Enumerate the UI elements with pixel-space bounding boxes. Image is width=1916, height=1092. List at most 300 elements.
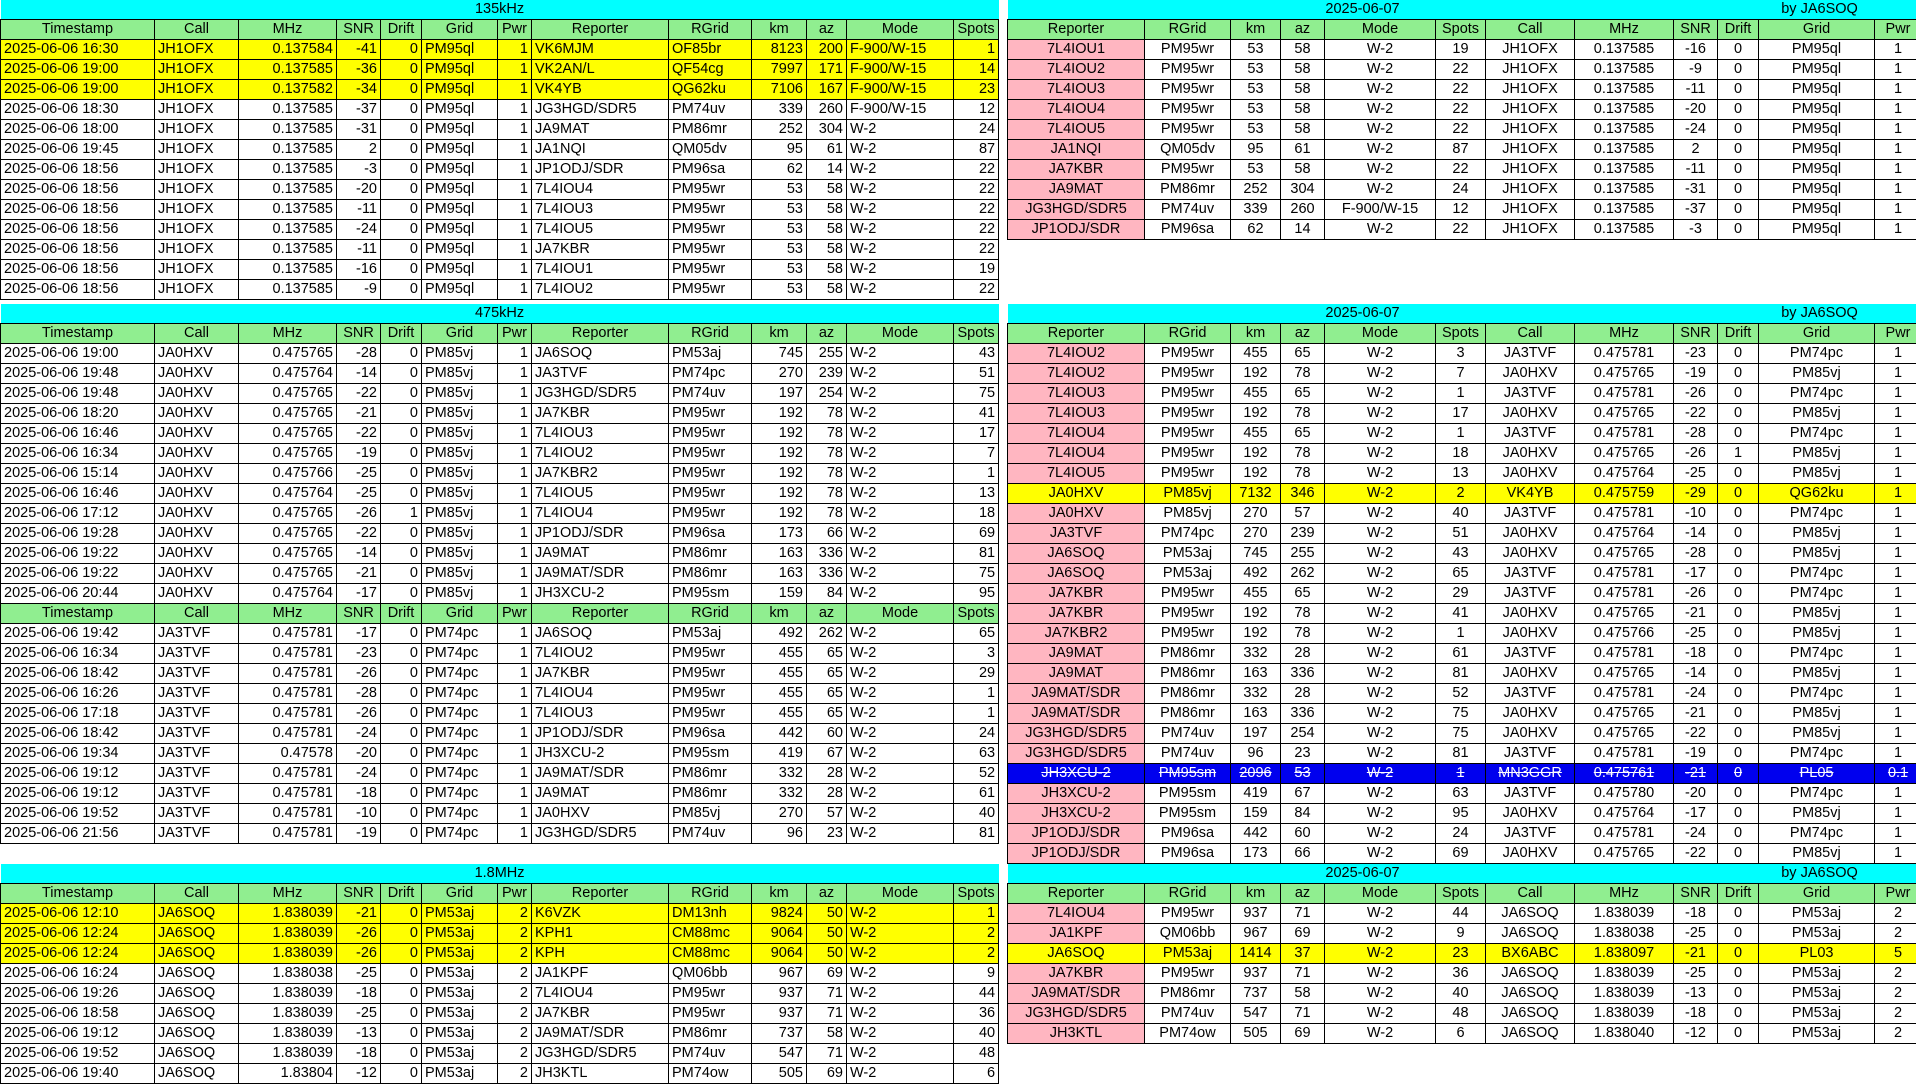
table-cell: 0 — [1718, 744, 1759, 764]
table-cell: 75 — [1436, 724, 1486, 744]
table-cell: 1 — [498, 824, 532, 844]
table-cell: 0.475781 — [239, 624, 337, 644]
table-cell: 53 — [752, 220, 807, 240]
table-cell: 53 — [1231, 80, 1281, 100]
table-cell: 937 — [1231, 904, 1281, 924]
table-cell: 239 — [1281, 524, 1325, 544]
table-cell: 0 — [1718, 100, 1759, 120]
table-cell: PM95sm — [1145, 784, 1231, 804]
table-cell: JP1ODJ/SDR — [532, 160, 669, 180]
table-cell: 24 — [1436, 824, 1486, 844]
table-cell: 1.838097 — [1575, 944, 1674, 964]
table-row — [1008, 524, 1916, 544]
table-cell: 455 — [752, 664, 807, 684]
table-cell: JA3TVF — [155, 764, 239, 784]
column-header: Call — [155, 20, 239, 40]
table-row — [1, 784, 999, 804]
table-row — [1, 804, 999, 824]
table-cell: 252 — [752, 120, 807, 140]
table-cell: 339 — [752, 100, 807, 120]
table-cell: 0 — [381, 120, 422, 140]
table-cell: 81 — [954, 544, 999, 564]
table-cell: -21 — [337, 564, 381, 584]
table-cell: JA3TVF — [155, 704, 239, 724]
table-cell: W-2 — [847, 464, 954, 484]
table-cell: 0 — [381, 424, 422, 444]
table-cell: PM85vj — [1759, 404, 1875, 424]
table-cell: JA9MAT — [532, 120, 669, 140]
table-cell: 2 — [1875, 984, 1916, 1004]
table-cell: PM95wr — [1145, 624, 1231, 644]
table-cell: -16 — [337, 260, 381, 280]
table-cell: 53 — [752, 200, 807, 220]
table-cell: JH1OFX — [155, 220, 239, 240]
table-cell: JA0HXV — [155, 344, 239, 364]
table-cell: 1 — [954, 40, 999, 60]
table-row — [1008, 904, 1916, 924]
table-cell: 36 — [1436, 964, 1486, 984]
table-cell: -24 — [1674, 684, 1718, 704]
table-cell: PM74pc — [1759, 564, 1875, 584]
table-cell: -14 — [337, 544, 381, 564]
table-cell: JA0HXV — [155, 464, 239, 484]
table-cell: 22 — [954, 280, 999, 300]
table-cell: JA7KBR2 — [532, 464, 669, 484]
table-cell: 41 — [954, 404, 999, 424]
table-cell: 78 — [1281, 604, 1325, 624]
table-cell: 40 — [954, 804, 999, 824]
table-cell: 0 — [1718, 584, 1759, 604]
table-cell: PM95ql — [422, 180, 498, 200]
table-cell: PM95wr — [669, 984, 752, 1004]
table-cell: -17 — [337, 624, 381, 644]
table-cell: JH1OFX — [155, 140, 239, 160]
table-cell: 2025-06-06 19:12 — [1, 764, 155, 784]
column-header: Drift — [381, 604, 422, 624]
column-header: MHz — [239, 604, 337, 624]
table-cell: PM74uv — [669, 824, 752, 844]
table-cell: 0 — [1718, 964, 1759, 984]
table-cell: W-2 — [847, 180, 954, 200]
column-header: MHz — [1575, 20, 1674, 40]
table-cell: W-2 — [1325, 704, 1436, 724]
table-cell: W-2 — [1325, 484, 1436, 504]
table-cell: 0.475781 — [239, 664, 337, 684]
table-cell: 50 — [807, 904, 847, 924]
table-cell: PM95ql — [1759, 200, 1875, 220]
table-cell: 2025-06-06 19:12 — [1, 784, 155, 804]
table-cell: 336 — [807, 544, 847, 564]
table-cell: 28 — [807, 764, 847, 784]
table-cell: PM95wr — [669, 220, 752, 240]
table-cell: 0 — [381, 1024, 422, 1044]
table-cell: 81 — [954, 824, 999, 844]
table-cell: VK4YB — [532, 80, 669, 100]
table-cell: PM95wr — [1145, 464, 1231, 484]
table-cell: 2025-06-06 15:14 — [1, 464, 155, 484]
table-cell: JA3TVF — [155, 664, 239, 684]
column-header: Drift — [381, 324, 422, 344]
table-cell: W-2 — [847, 424, 954, 444]
table-row — [1008, 424, 1916, 444]
table-cell: 1 — [1875, 484, 1916, 504]
table-cell: -14 — [337, 364, 381, 384]
table-cell: PM95wr — [669, 684, 752, 704]
reporter-cell: 7L4IOU2 — [1008, 364, 1145, 384]
table-cell: 0 — [381, 384, 422, 404]
table-cell: 0 — [1718, 784, 1759, 804]
column-header: Call — [155, 884, 239, 904]
table-cell: 65 — [807, 644, 847, 664]
table-cell: JA3TVF — [155, 684, 239, 704]
table-cell: PM95wr — [669, 704, 752, 724]
table-cell: 442 — [752, 724, 807, 744]
table-cell: W-2 — [847, 804, 954, 824]
table-cell: 23 — [1281, 744, 1325, 764]
reporter-cell: 7L4IOU5 — [1008, 464, 1145, 484]
table-cell: 0 — [1718, 904, 1759, 924]
table-cell: JA6SOQ — [1486, 984, 1575, 1004]
table-cell: 1 — [498, 40, 532, 60]
table-cell: W-2 — [1325, 744, 1436, 764]
table-cell: 270 — [1231, 504, 1281, 524]
table-cell: 53 — [1281, 764, 1325, 784]
table-cell: PM53aj — [422, 904, 498, 924]
table-cell: PM74ow — [1145, 1024, 1231, 1044]
table-cell: PM85vj — [1759, 844, 1875, 864]
table-cell: 262 — [1281, 564, 1325, 584]
reporter-cell: JH3XCU-2 — [1008, 784, 1145, 804]
table-cell: 332 — [752, 784, 807, 804]
table-cell: 71 — [807, 1004, 847, 1024]
table-cell: W-2 — [847, 984, 954, 1004]
table-cell: -12 — [1674, 1024, 1718, 1044]
table-cell: 1 — [498, 624, 532, 644]
table-cell: 1 — [1436, 424, 1486, 444]
table-cell: PM53aj — [1145, 564, 1231, 584]
table-cell: 28 — [1281, 644, 1325, 664]
table-row — [1008, 504, 1916, 524]
table-cell: JA6SOQ — [155, 1024, 239, 1044]
table-cell: 2025-06-06 18:58 — [1, 1004, 155, 1024]
table-cell: 2025-06-06 19:52 — [1, 1044, 155, 1064]
table-cell: PM85vj — [1759, 664, 1875, 684]
table-cell: -18 — [337, 984, 381, 1004]
table-cell: W-2 — [1325, 824, 1436, 844]
table-cell: 58 — [1281, 40, 1325, 60]
reporter-cell: 7L4IOU1 — [1008, 40, 1145, 60]
table-cell: -31 — [1674, 180, 1718, 200]
table-cell: 7L4IOU4 — [532, 984, 669, 1004]
table-cell: 0.475765 — [239, 544, 337, 564]
band-spots-table — [0, 304, 999, 844]
table-cell: 1 — [954, 684, 999, 704]
table-cell: 270 — [752, 364, 807, 384]
table-row — [1, 180, 999, 200]
table-cell: PM74pc — [1145, 524, 1231, 544]
table-cell: 332 — [1231, 684, 1281, 704]
table-cell: JA6SOQ — [155, 904, 239, 924]
table-cell: 1 — [1875, 384, 1916, 404]
table-cell: 0.137585 — [1575, 120, 1674, 140]
reporter-cell: 7L4IOU4 — [1008, 444, 1145, 464]
table-cell: 0 — [1718, 344, 1759, 364]
table-cell: W-2 — [847, 384, 954, 404]
column-header-row — [1, 604, 999, 624]
table-cell: 78 — [1281, 404, 1325, 424]
table-cell: JA9MAT/SDR — [532, 764, 669, 784]
table-cell: PM95ql — [422, 280, 498, 300]
table-row — [1, 644, 999, 664]
table-cell: PM74pc — [1759, 684, 1875, 704]
column-header-row — [1, 324, 999, 344]
table-cell: -20 — [1674, 100, 1718, 120]
table-cell: PM95wr — [669, 484, 752, 504]
reporter-cell: JG3HGD/SDR5 — [1008, 724, 1145, 744]
column-header: km — [1231, 324, 1281, 344]
table-row — [1, 684, 999, 704]
table-cell: 1.838039 — [1575, 984, 1674, 1004]
table-cell: JA3TVF — [1486, 504, 1575, 524]
table-cell: PM95wr — [669, 280, 752, 300]
band-spots-table — [0, 864, 999, 1084]
table-cell: 2025-06-06 16:46 — [1, 484, 155, 504]
table-cell: 1 — [1875, 464, 1916, 484]
table-cell: W-2 — [847, 904, 954, 924]
table-cell: 547 — [1231, 1004, 1281, 1024]
table-cell: 14 — [954, 60, 999, 80]
table-cell: 0.475764 — [239, 364, 337, 384]
table-cell: JH1OFX — [1486, 220, 1575, 240]
table-row — [1, 564, 999, 584]
table-cell: -28 — [337, 684, 381, 704]
table-cell: 2025-06-06 19:00 — [1, 344, 155, 364]
reporter-cell: JA3TVF — [1008, 524, 1145, 544]
table-row — [1008, 464, 1916, 484]
table-cell: 65 — [1281, 384, 1325, 404]
table-cell: JH1OFX — [1486, 120, 1575, 140]
table-row — [1008, 684, 1916, 704]
table-cell: W-2 — [1325, 160, 1436, 180]
table-cell: 7L4IOU5 — [532, 220, 669, 240]
table-cell: 75 — [954, 564, 999, 584]
table-row — [1008, 704, 1916, 724]
table-cell: 71 — [1281, 964, 1325, 984]
table-cell: JH1OFX — [155, 100, 239, 120]
table-cell: 50 — [807, 924, 847, 944]
table-cell: 0.137585 — [239, 120, 337, 140]
table-cell: PM95wr — [669, 240, 752, 260]
table-cell: 745 — [1231, 544, 1281, 564]
table-cell: 0 — [1718, 804, 1759, 824]
table-cell: 28 — [807, 784, 847, 804]
table-cell: 0 — [1718, 504, 1759, 524]
report-date: 2025-06-07 — [1008, 864, 1718, 884]
column-header: SNR — [337, 20, 381, 40]
table-cell: JA6SOQ — [1486, 1004, 1575, 1024]
table-cell: 2025-06-06 18:56 — [1, 180, 155, 200]
table-cell: 1 — [1875, 524, 1916, 544]
table-cell: -24 — [1674, 120, 1718, 140]
table-cell: 67 — [807, 744, 847, 764]
table-cell: 1 — [1875, 584, 1916, 604]
table-cell: PM95wr — [1145, 604, 1231, 624]
column-header: Grid — [1759, 20, 1875, 40]
column-header: km — [752, 324, 807, 344]
table-cell: 0.137585 — [239, 60, 337, 80]
table-cell: -26 — [1674, 584, 1718, 604]
column-header: SNR — [337, 884, 381, 904]
table-row — [1, 464, 999, 484]
table-cell: 2 — [1875, 904, 1916, 924]
column-header: Pwr — [1875, 884, 1916, 904]
table-cell: -25 — [1674, 924, 1718, 944]
table-cell: 87 — [1436, 140, 1486, 160]
table-row — [1008, 964, 1916, 984]
table-cell: 7 — [954, 444, 999, 464]
table-cell: JA0HXV — [1486, 364, 1575, 384]
table-cell: BX6ABC — [1486, 944, 1575, 964]
table-cell: PM85vj — [1759, 724, 1875, 744]
table-cell: JA6SOQ — [155, 924, 239, 944]
table-cell: 2025-06-06 19:00 — [1, 60, 155, 80]
table-cell: W-2 — [1325, 544, 1436, 564]
table-cell: -29 — [1674, 484, 1718, 504]
table-cell: 61 — [1436, 644, 1486, 664]
table-cell: 0 — [381, 1004, 422, 1024]
table-cell: 492 — [1231, 564, 1281, 584]
table-cell: PM95wr — [1145, 120, 1231, 140]
table-cell: 22 — [954, 160, 999, 180]
column-header: Reporter — [532, 884, 669, 904]
table-cell: 69 — [807, 964, 847, 984]
table-cell: PM74uv — [1145, 744, 1231, 764]
table-cell: 69 — [807, 1064, 847, 1084]
table-row — [1008, 644, 1916, 664]
table-cell: 95 — [1231, 140, 1281, 160]
table-row — [1, 744, 999, 764]
table-cell: JA9MAT/SDR — [532, 1024, 669, 1044]
reporter-cell: 7L4IOU3 — [1008, 80, 1145, 100]
table-cell: JA6SOQ — [155, 984, 239, 1004]
column-header-row — [1008, 884, 1916, 904]
table-cell: 63 — [954, 744, 999, 764]
table-cell: 65 — [807, 664, 847, 684]
table-cell: PM95ql — [1759, 160, 1875, 180]
table-cell: PM95wr — [1145, 444, 1231, 464]
reporter-cell: JA7KBR — [1008, 584, 1145, 604]
table-cell: 1 — [1875, 60, 1916, 80]
column-header: Spots — [1436, 324, 1486, 344]
table-cell: JA0HXV — [1486, 704, 1575, 724]
table-cell: 43 — [954, 344, 999, 364]
table-cell: 1.838038 — [239, 964, 337, 984]
table-row — [1008, 784, 1916, 804]
table-cell: 48 — [954, 1044, 999, 1064]
table-cell: 0.475781 — [1575, 564, 1674, 584]
table-cell: 96 — [752, 824, 807, 844]
table-cell: 62 — [1231, 220, 1281, 240]
table-cell: 5 — [1875, 944, 1916, 964]
table-cell: 2025-06-06 17:18 — [1, 704, 155, 724]
table-cell: PM95wr — [1145, 40, 1231, 60]
table-cell: 53 — [752, 180, 807, 200]
table-cell: 1.838039 — [1575, 904, 1674, 924]
table-cell: 171 — [807, 60, 847, 80]
table-cell: JA0HXV — [1486, 544, 1575, 564]
table-cell: 22 — [1436, 220, 1486, 240]
table-cell: 2025-06-06 19:28 — [1, 524, 155, 544]
table-cell: -28 — [1674, 424, 1718, 444]
table-cell: 0 — [381, 784, 422, 804]
table-cell: W-2 — [1325, 904, 1436, 924]
table-cell: W-2 — [1325, 964, 1436, 984]
table-cell: W-2 — [847, 744, 954, 764]
table-cell: 967 — [752, 964, 807, 984]
table-row — [1008, 604, 1916, 624]
table-cell: -11 — [1674, 160, 1718, 180]
table-cell: 0 — [1718, 564, 1759, 584]
column-header: Spots — [1436, 884, 1486, 904]
table-cell: 75 — [954, 384, 999, 404]
table-cell: PM74pc — [1759, 644, 1875, 664]
table-cell: 3 — [954, 644, 999, 664]
table-cell: W-2 — [847, 824, 954, 844]
reporter-cell: 7L4IOU4 — [1008, 904, 1145, 924]
table-cell: 1 — [498, 644, 532, 664]
table-cell: 0.137585 — [1575, 140, 1674, 160]
table-cell: 0 — [1718, 724, 1759, 744]
table-cell: 1 — [1875, 544, 1916, 564]
band-spots-table — [0, 0, 999, 300]
table-cell: 62 — [752, 160, 807, 180]
table-cell: -3 — [1674, 220, 1718, 240]
table-cell: 0 — [1718, 160, 1759, 180]
table-row — [1, 364, 999, 384]
table-cell: -25 — [337, 964, 381, 984]
table-cell: 1 — [1875, 644, 1916, 664]
report-date: 2025-06-07 — [1008, 0, 1718, 20]
table-cell: 0.475765 — [239, 344, 337, 364]
table-row — [1, 724, 999, 744]
table-cell: 0.475780 — [1575, 784, 1674, 804]
table-row — [1, 80, 999, 100]
table-cell: 66 — [1281, 844, 1325, 864]
column-header: Grid — [422, 324, 498, 344]
table-cell: -9 — [337, 280, 381, 300]
table-cell: W-2 — [847, 964, 954, 984]
table-cell: 0 — [381, 824, 422, 844]
table-cell: 0.137584 — [239, 40, 337, 60]
table-cell: 1 — [1875, 704, 1916, 724]
table-cell: 1 — [1875, 344, 1916, 364]
table-cell: 2 — [1875, 964, 1916, 984]
table-cell: JA3TVF — [155, 804, 239, 824]
table-cell: 57 — [1281, 504, 1325, 524]
table-cell: PM74pc — [422, 704, 498, 724]
table-cell: 192 — [752, 444, 807, 464]
table-cell: 1 — [498, 200, 532, 220]
table-row — [1008, 404, 1916, 424]
table-cell: JA6SOQ — [1486, 1024, 1575, 1044]
table-cell: 0.475781 — [1575, 744, 1674, 764]
table-cell: W-2 — [1325, 220, 1436, 240]
table-cell: 1 — [1875, 100, 1916, 120]
table-cell: PM53aj — [669, 624, 752, 644]
table-cell: JA7KBR — [532, 664, 669, 684]
table-cell: PM85vj — [422, 504, 498, 524]
table-cell: 0.137585 — [1575, 40, 1674, 60]
